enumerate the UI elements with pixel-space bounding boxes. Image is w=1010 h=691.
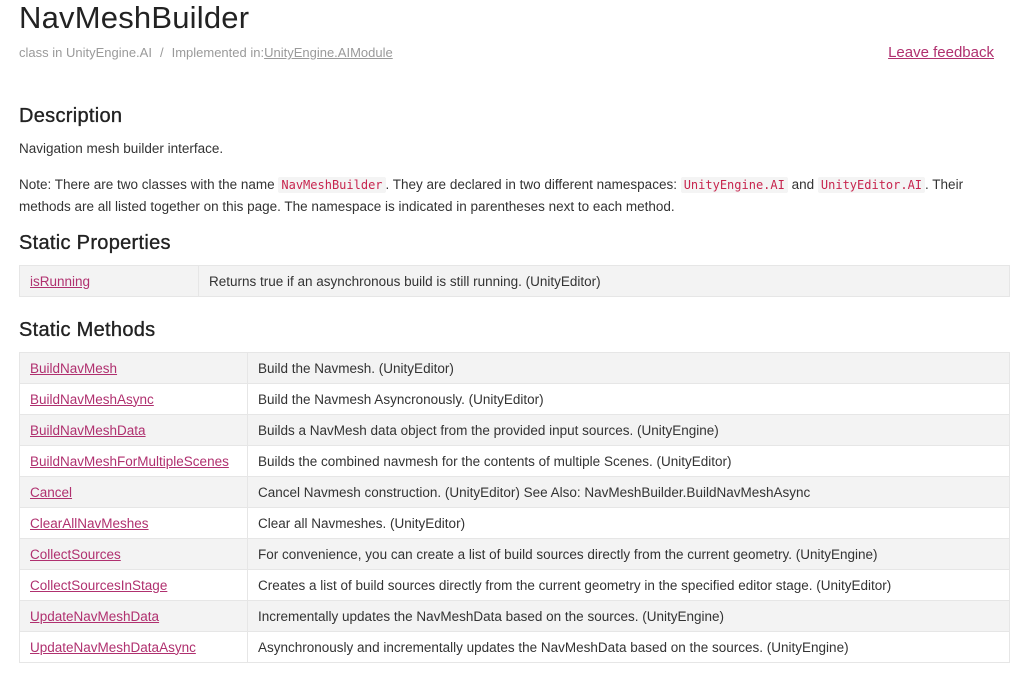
inline-code: NavMeshBuilder (278, 177, 385, 193)
member-description: Creates a list of build sources directly from the current geometry in the specified editor stage. (UnityEditor) (248, 570, 1010, 601)
member-description: Build the Navmesh. (UnityEditor) (248, 353, 1010, 384)
description-note (19, 174, 994, 217)
member-name-cell (20, 508, 248, 539)
member-description: Asynchronously and incrementally updates the NavMeshData based on the sources. (UnityEngine) (248, 632, 1010, 663)
member-link[interactable]: CollectSourcesInStage (30, 577, 168, 593)
note-text: . They are declared in two different namespaces: (385, 177, 681, 192)
member-description: Returns true if an asynchronous build is still running. (UnityEditor) (199, 266, 1010, 297)
table-row (20, 353, 1010, 384)
member-name-cell (20, 446, 248, 477)
implemented-label: Implemented in: (171, 45, 265, 60)
member-link[interactable]: BuildNavMeshAsync (30, 391, 154, 407)
member-link[interactable]: BuildNavMeshForMultipleScenes (30, 453, 229, 469)
member-description: Builds the combined navmesh for the contents of multiple Scenes. (UnityEditor) (248, 446, 1010, 477)
table-row (20, 446, 1010, 477)
member-description: Builds a NavMesh data object from the provided input sources. (UnityEngine) (248, 415, 1010, 446)
member-link[interactable]: BuildNavMesh (30, 360, 118, 376)
class-info: class in UnityEngine.AI (19, 45, 152, 60)
inline-code: UnityEditor.AI (818, 177, 925, 193)
table-row (20, 266, 1010, 297)
table-row (20, 384, 1010, 415)
member-description: Incrementally updates the NavMeshData based on the sources. (UnityEngine) (248, 601, 1010, 632)
member-name-cell (20, 539, 248, 570)
table-row (20, 508, 1010, 539)
note-text: and (787, 177, 818, 192)
member-description: For convenience, you can create a list of build sources directly from the current geometry. (UnityEngine) (248, 539, 1010, 570)
table-row (20, 601, 1010, 632)
static-methods-table (19, 352, 1010, 663)
breadcrumb-separator: / (159, 45, 164, 60)
member-name-cell (20, 477, 248, 508)
table-row (20, 539, 1010, 570)
member-name-cell (20, 415, 248, 446)
leave-feedback-link[interactable]: Leave feedback (888, 44, 994, 61)
member-link[interactable]: isRunning (30, 273, 91, 289)
member-description: Clear all Navmeshes. (UnityEditor) (248, 508, 1010, 539)
member-link[interactable]: CollectSources (30, 546, 121, 562)
member-link[interactable]: UpdateNavMeshData (30, 608, 160, 624)
member-description: Cancel Navmesh construction. (UnityEditor) See Also: NavMeshBuilder.BuildNavMeshAsync (248, 477, 1010, 508)
table-row (20, 477, 1010, 508)
table-row (20, 632, 1010, 663)
member-link[interactable]: BuildNavMeshData (30, 422, 146, 438)
module-link[interactable]: UnityEngine.AIModule (264, 45, 393, 60)
static-properties-heading: Static Properties (19, 232, 171, 254)
static-methods-heading: Static Methods (19, 319, 156, 341)
note-text: Note: There are two classes with the name (19, 177, 279, 192)
table-row (20, 570, 1010, 601)
member-name-cell (20, 601, 248, 632)
inline-code: UnityEngine.AI (681, 177, 788, 193)
member-name-cell (20, 384, 248, 415)
class-breadcrumb (19, 45, 393, 61)
member-link[interactable]: Cancel (30, 484, 73, 500)
static-properties-table (19, 265, 1010, 297)
note-text: . Their methods are all listed together on this page. The namespace is indicated in parentheses next to each method. (19, 177, 964, 214)
member-name-cell (20, 353, 248, 384)
member-name-cell (20, 266, 199, 297)
member-link[interactable]: ClearAllNavMeshes (30, 515, 149, 531)
member-name-cell (20, 570, 248, 601)
description-summary: Navigation mesh builder interface. (19, 141, 224, 156)
page-title: NavMeshBuilder (19, 0, 250, 35)
member-name-cell (20, 632, 248, 663)
table-row (20, 415, 1010, 446)
member-description: Build the Navmesh Asyncronously. (UnityEditor) (248, 384, 1010, 415)
description-heading: Description (19, 105, 123, 127)
member-link[interactable]: UpdateNavMeshDataAsync (30, 639, 196, 655)
